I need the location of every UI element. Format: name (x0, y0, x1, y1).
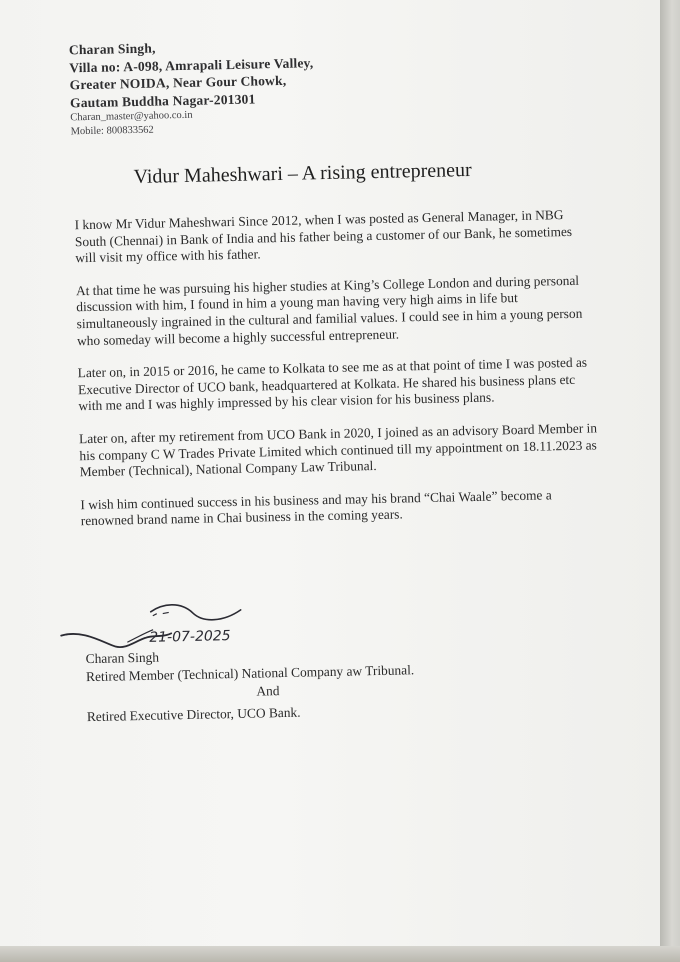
background-edge (660, 0, 680, 962)
closing-name: Charan Singh (85, 649, 160, 667)
handwritten-date: 21-07-2025 (149, 628, 231, 646)
address-line-3: Gautam Buddha Nagar-201301 (69, 90, 256, 110)
closing-designation-2: Retired Executive Director, UCO Bank. (86, 704, 301, 725)
sender-name: Charan Singh, (68, 40, 156, 58)
paragraph-5: I wish him continued success in his business and may his brand “Chai Waale” become a renowned brand name in Chai business in the coming years. (80, 487, 552, 529)
closing-designation-1: Retired Member (Technical) National Company aw Tribunal. (85, 662, 415, 685)
sender-address (69, 34, 411, 139)
letter-body (74, 206, 601, 546)
sender-email: Charan_master@yahoo.co.in (70, 109, 193, 124)
sender-mobile: Mobile: 800833562 (70, 124, 154, 138)
paragraph-4: Later on, after my retirement from UCO Bank in 2020, I joined as an advisory Board Member in his company C W Trades Private Limited which continued till my appointment on 18.11.2023 as Member (Technical), National Company Law Tribunal. (78, 420, 598, 480)
closing-block (86, 640, 587, 726)
paragraph-3: Later on, in 2015 or 2016, he came to Kolkata to see me as at that point of time I was posted as Executive Director of UCO bank, headquartered at Kolkata. He shared his business plans etc with me and I was highly impressed by his clear vision for his business plans. (77, 354, 588, 414)
address-line-2: Greater NOIDA, Near Gour Chowk, (69, 72, 287, 93)
paragraph-1: I know Mr Vidur Maheshwari Since 2012, when I was posted as General Manager, in NBG South (Chennai) in Bank of India and his father being a customer of our Bank, he sometimes will visit my office with his father. (74, 207, 573, 266)
closing-and: And (256, 683, 280, 699)
address-line-1: Villa no: A-098, Amrapali Leisure Valley, (69, 54, 314, 75)
letter-title: Vidur Maheshwari – A rising entrepreneur (133, 158, 472, 189)
background-bottom-edge (0, 946, 680, 962)
paragraph-2: At that time he was pursuing his higher studies at King’s College London and during personal discussion with him, I found in him a young man having very high aims in life but simultaneously ingrained in the cultural and familial values. I could see in him a young person who someday will become a highly successful entrepreneur. (75, 272, 583, 348)
